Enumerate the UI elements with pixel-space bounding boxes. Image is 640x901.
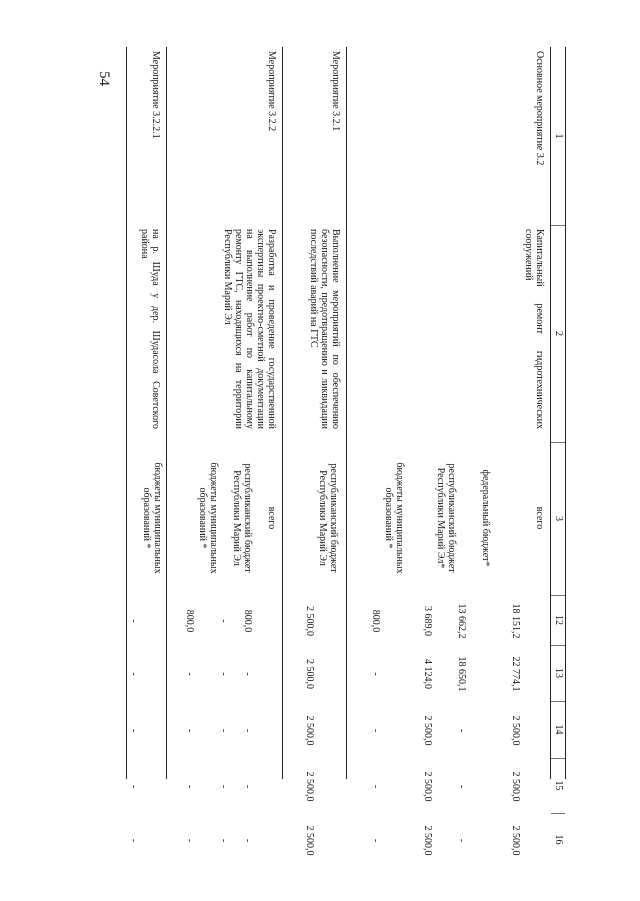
funding-value: - bbox=[242, 838, 253, 843]
funding-source: всего bbox=[266, 506, 277, 530]
budget-table bbox=[126, 47, 566, 856]
funding-value: 3 689,0 bbox=[422, 606, 433, 636]
funding-value: - bbox=[370, 784, 381, 789]
row-activity-code: Мероприятие 3.2.1 bbox=[330, 51, 341, 132]
funding-value: - bbox=[456, 838, 467, 843]
column-header: 3 bbox=[553, 516, 564, 521]
funding-value: - bbox=[218, 838, 229, 843]
funding-value: 2 500,0 bbox=[304, 606, 315, 636]
funding-value: - bbox=[370, 672, 381, 676]
funding-value: 2 500,0 bbox=[304, 659, 315, 689]
column-header: 16 bbox=[553, 834, 564, 845]
column-divider bbox=[551, 645, 565, 646]
column-divider bbox=[551, 813, 565, 814]
funding-value: - bbox=[456, 728, 467, 733]
funding-source: бюджеты муниципальных образований * bbox=[383, 462, 405, 574]
funding-value: - bbox=[184, 672, 195, 676]
column-header: 12 bbox=[553, 615, 564, 625]
column-header: 13 bbox=[553, 668, 564, 678]
funding-value: 2 500,0 bbox=[304, 771, 315, 802]
funding-value: - bbox=[218, 728, 229, 733]
funding-value: 2 500,0 bbox=[510, 825, 521, 856]
funding-value: - bbox=[370, 838, 381, 843]
row-divider bbox=[550, 47, 551, 779]
funding-value: - bbox=[218, 619, 229, 623]
funding-value: 22 774,1 bbox=[510, 656, 521, 692]
funding-source: республиканский бюджет Республики Марий Эл bbox=[317, 463, 339, 573]
funding-source: республиканский бюджет Республики Марий Эл* bbox=[435, 463, 457, 573]
column-header: 1 bbox=[553, 133, 564, 139]
funding-value: 4 124,0 bbox=[422, 659, 433, 689]
column-divider bbox=[551, 442, 565, 443]
funding-value: - bbox=[184, 784, 195, 789]
funding-value: - bbox=[242, 672, 253, 676]
funding-value: 18 650,1 bbox=[456, 656, 467, 692]
row-activity-code: Основное мероприятие 3.2 bbox=[534, 51, 545, 166]
funding-value: 2 500,0 bbox=[422, 715, 433, 746]
funding-value: - bbox=[370, 728, 381, 733]
funding-value: - bbox=[128, 838, 139, 843]
row-activity-code: Мероприятие 3.2.2.1 bbox=[150, 51, 161, 139]
funding-value: 2 500,0 bbox=[510, 715, 521, 746]
row-activity-description: Выполнение мероприятий по обеспечению безопасности, предотвращению и ликвидации последствий аварий на ГТС bbox=[308, 229, 341, 429]
row-divider bbox=[166, 47, 167, 779]
funding-value: 800,0 bbox=[242, 609, 253, 633]
page-number: 54 bbox=[96, 71, 112, 86]
funding-value: - bbox=[456, 784, 467, 789]
column-header: 14 bbox=[553, 724, 564, 735]
funding-value: 2 500,0 bbox=[422, 771, 433, 802]
row-divider bbox=[282, 47, 283, 779]
funding-value: - bbox=[242, 784, 253, 789]
column-header: 2 bbox=[553, 331, 564, 336]
funding-source: федеральный бюджет* bbox=[480, 469, 491, 567]
funding-value: 800,0 bbox=[184, 609, 195, 633]
funding-value: - bbox=[218, 784, 229, 789]
row-divider bbox=[346, 47, 347, 779]
row-activity-code: Мероприятие 3.2.2 bbox=[266, 51, 277, 132]
funding-value: 2 500,0 bbox=[304, 715, 315, 746]
funding-value: - bbox=[128, 784, 139, 789]
funding-value: 800,0 bbox=[370, 609, 381, 633]
funding-value: - bbox=[242, 728, 253, 733]
funding-value: 13 662,2 bbox=[456, 603, 467, 639]
funding-value: - bbox=[218, 672, 229, 676]
funding-value: 2 500,0 bbox=[304, 825, 315, 856]
funding-source: республиканский бюджет Республики Марий Эл bbox=[231, 463, 253, 573]
row-activity-description: на р. Шуда у дер. Шудасола Советского района bbox=[139, 229, 161, 429]
funding-source: всего bbox=[534, 506, 545, 530]
funding-value: 2 500,0 bbox=[510, 771, 521, 802]
column-divider bbox=[551, 225, 565, 226]
funding-value: - bbox=[184, 838, 195, 843]
column-divider bbox=[551, 701, 565, 702]
funding-source: бюджеты муниципальных образований * bbox=[197, 462, 219, 574]
row-activity-description: Разработка и проведение государственной экспертизы проектно-сметной документации на выполнение работ по капитальному ремонту ГТС, находящихся на территории Республики Марий Эл bbox=[222, 229, 277, 429]
funding-value: 18 151,2 bbox=[510, 603, 521, 639]
funding-value: - bbox=[128, 672, 139, 676]
column-divider bbox=[551, 595, 565, 596]
row-activity-description: Капитальный ремонт гидротехнических сооружений bbox=[523, 229, 545, 429]
funding-value: - bbox=[128, 728, 139, 733]
funding-value: 2 500,0 bbox=[422, 825, 433, 856]
column-header: 15 bbox=[553, 780, 564, 791]
funding-value: - bbox=[128, 619, 139, 623]
column-divider bbox=[551, 758, 565, 759]
funding-value: - bbox=[184, 728, 195, 733]
funding-source: бюджеты муниципальных образований * bbox=[141, 462, 163, 574]
